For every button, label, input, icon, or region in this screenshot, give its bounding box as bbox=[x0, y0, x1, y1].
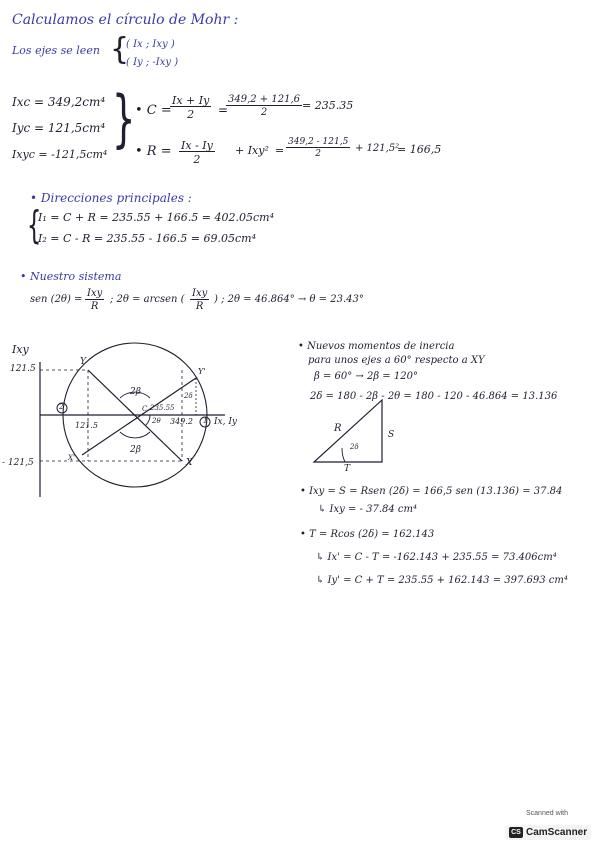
angle-2beta-lower: 2β bbox=[130, 445, 141, 455]
sen-num: Ixy bbox=[87, 288, 103, 299]
delta-value: 2δ = 180 - 2β - 2θ = 180 - 120 - 46.864 = 13.136 bbox=[310, 391, 558, 402]
center-result: = 235.35 bbox=[302, 99, 354, 112]
page-title: Calculamos el círculo de Mohr : bbox=[12, 12, 239, 28]
principal-heading: • Direcciones principales : bbox=[30, 191, 192, 205]
axis-pair-1: ( Ix ; Ixy ) bbox=[126, 39, 175, 50]
ixy-calculation: • Ixy = S = Rsen (2δ) = 166,5 sen (13.136) = 37.84 bbox=[300, 486, 563, 497]
x-tick-349: 349.2 bbox=[170, 417, 193, 426]
x-tick-121: 121.5 bbox=[75, 421, 98, 430]
point-y-prime: Y' bbox=[198, 367, 206, 376]
arcsen-den: R bbox=[195, 301, 204, 312]
new-moments-heading: • Nuevos momentos de inercia bbox=[298, 341, 455, 352]
ix-prime-result: ↳ Ix' = C - T = -162.143 + 235.55 = 73.406cm⁴ bbox=[316, 552, 557, 563]
circle-1-label: 1 bbox=[203, 417, 208, 425]
angle-2theta: 2θ bbox=[152, 417, 161, 425]
center-eq: = bbox=[218, 103, 229, 117]
center-c-label: C bbox=[142, 405, 148, 413]
axes-brace: { bbox=[110, 32, 130, 67]
tick-121-bottom: - 121,5 bbox=[2, 458, 34, 468]
triangle-s: S bbox=[388, 430, 395, 440]
ixc-value: Ixc = 349,2cm⁴ bbox=[12, 95, 106, 109]
point-x: X bbox=[186, 458, 193, 468]
tick-121-top: 121.5 bbox=[10, 364, 36, 374]
camscanner-logo-box bbox=[505, 825, 591, 840]
ixyc-value: Ixyc = -121,5cm⁴ bbox=[12, 148, 108, 161]
radius-val-term2: + 121,5² bbox=[355, 143, 400, 154]
i2-result: I₂ = C - R = 235.55 - 166.5 = 69.05cm⁴ bbox=[38, 232, 256, 245]
delta-triangle bbox=[314, 400, 382, 462]
camscanner-name: CamScanner bbox=[526, 827, 588, 838]
axis-pair-2: ( Iy ; -Ixy ) bbox=[126, 57, 179, 68]
arcsen-text: ; 2θ = arcsen ( bbox=[110, 294, 185, 305]
arc-2theta bbox=[146, 415, 150, 425]
triangle-t: T bbox=[344, 464, 351, 474]
radius-result: = 166,5 bbox=[397, 143, 442, 156]
new-moments-subheading: para unos ejes a 60° respecto a XY bbox=[308, 355, 485, 366]
circle-2-label: 2 bbox=[59, 403, 64, 411]
beta-value: β = 60° → 2β = 120° bbox=[314, 371, 418, 382]
triangle-angle-arc bbox=[342, 448, 345, 462]
axis-ix-iy-label: Ix, Iy bbox=[214, 417, 237, 427]
angle-2beta: 2β bbox=[130, 387, 141, 397]
radius-term2: + Ixy² bbox=[235, 144, 269, 157]
scanned-with-label: Scanned with bbox=[525, 810, 569, 817]
radius-label: • R = bbox=[135, 144, 172, 159]
arcsen-num: Ixy bbox=[192, 288, 208, 299]
radius-val-num: 349,2 - 121,5 bbox=[288, 137, 349, 147]
iyc-value: Iyc = 121,5cm⁴ bbox=[12, 121, 106, 135]
sen-den: R bbox=[90, 301, 99, 312]
center-val-den: 2 bbox=[260, 107, 268, 118]
point-x-prime: X' bbox=[68, 454, 75, 462]
ixy-result: ↳ Ixy = - 37.84 cm⁴ bbox=[318, 504, 417, 515]
iy-prime-result: ↳ Iy' = C + T = 235.55 + 162.143 = 397.693 cm⁴ bbox=[316, 575, 568, 586]
principal-brace: { bbox=[26, 203, 42, 247]
center-frac-den: 2 bbox=[187, 108, 195, 121]
axis-ixy-label: Ixy bbox=[12, 343, 29, 356]
camscanner-logo-icon: CS bbox=[509, 827, 523, 838]
arc-2beta-lower bbox=[120, 432, 150, 438]
triangle-r: R bbox=[334, 423, 342, 434]
center-frac-num: Ix + Iy bbox=[172, 94, 210, 107]
t-calculation: • T = Rcos (2δ) = 162.143 bbox=[300, 529, 435, 540]
center-label: • C = bbox=[135, 103, 172, 118]
point-y: Y bbox=[80, 357, 86, 367]
axes-read-label: Los ejes se leen bbox=[12, 44, 100, 57]
system-heading: • Nuestro sistema bbox=[20, 270, 122, 283]
triangle-angle: 2δ bbox=[350, 443, 359, 451]
center-value-label: 235.55 bbox=[150, 404, 175, 412]
camscanner-badge bbox=[505, 810, 589, 840]
radius-inner-num: Ix - Iy bbox=[181, 139, 213, 152]
sen-label: sen (2θ) = bbox=[30, 294, 83, 305]
inertia-brace: } bbox=[111, 82, 136, 155]
radius-val-den: 2 bbox=[315, 149, 322, 159]
theta-result: ) ; 2θ = 46.864° → θ = 23.43° bbox=[214, 294, 364, 305]
center-val-num: 349,2 + 121,6 bbox=[228, 94, 300, 105]
radius-eq: = bbox=[275, 144, 285, 157]
radius-inner-den: 2 bbox=[193, 153, 201, 166]
angle-2delta: 2δ bbox=[184, 392, 193, 400]
i1-result: I₁ = C + R = 235.55 + 166.5 = 402.05cm⁴ bbox=[38, 211, 274, 224]
